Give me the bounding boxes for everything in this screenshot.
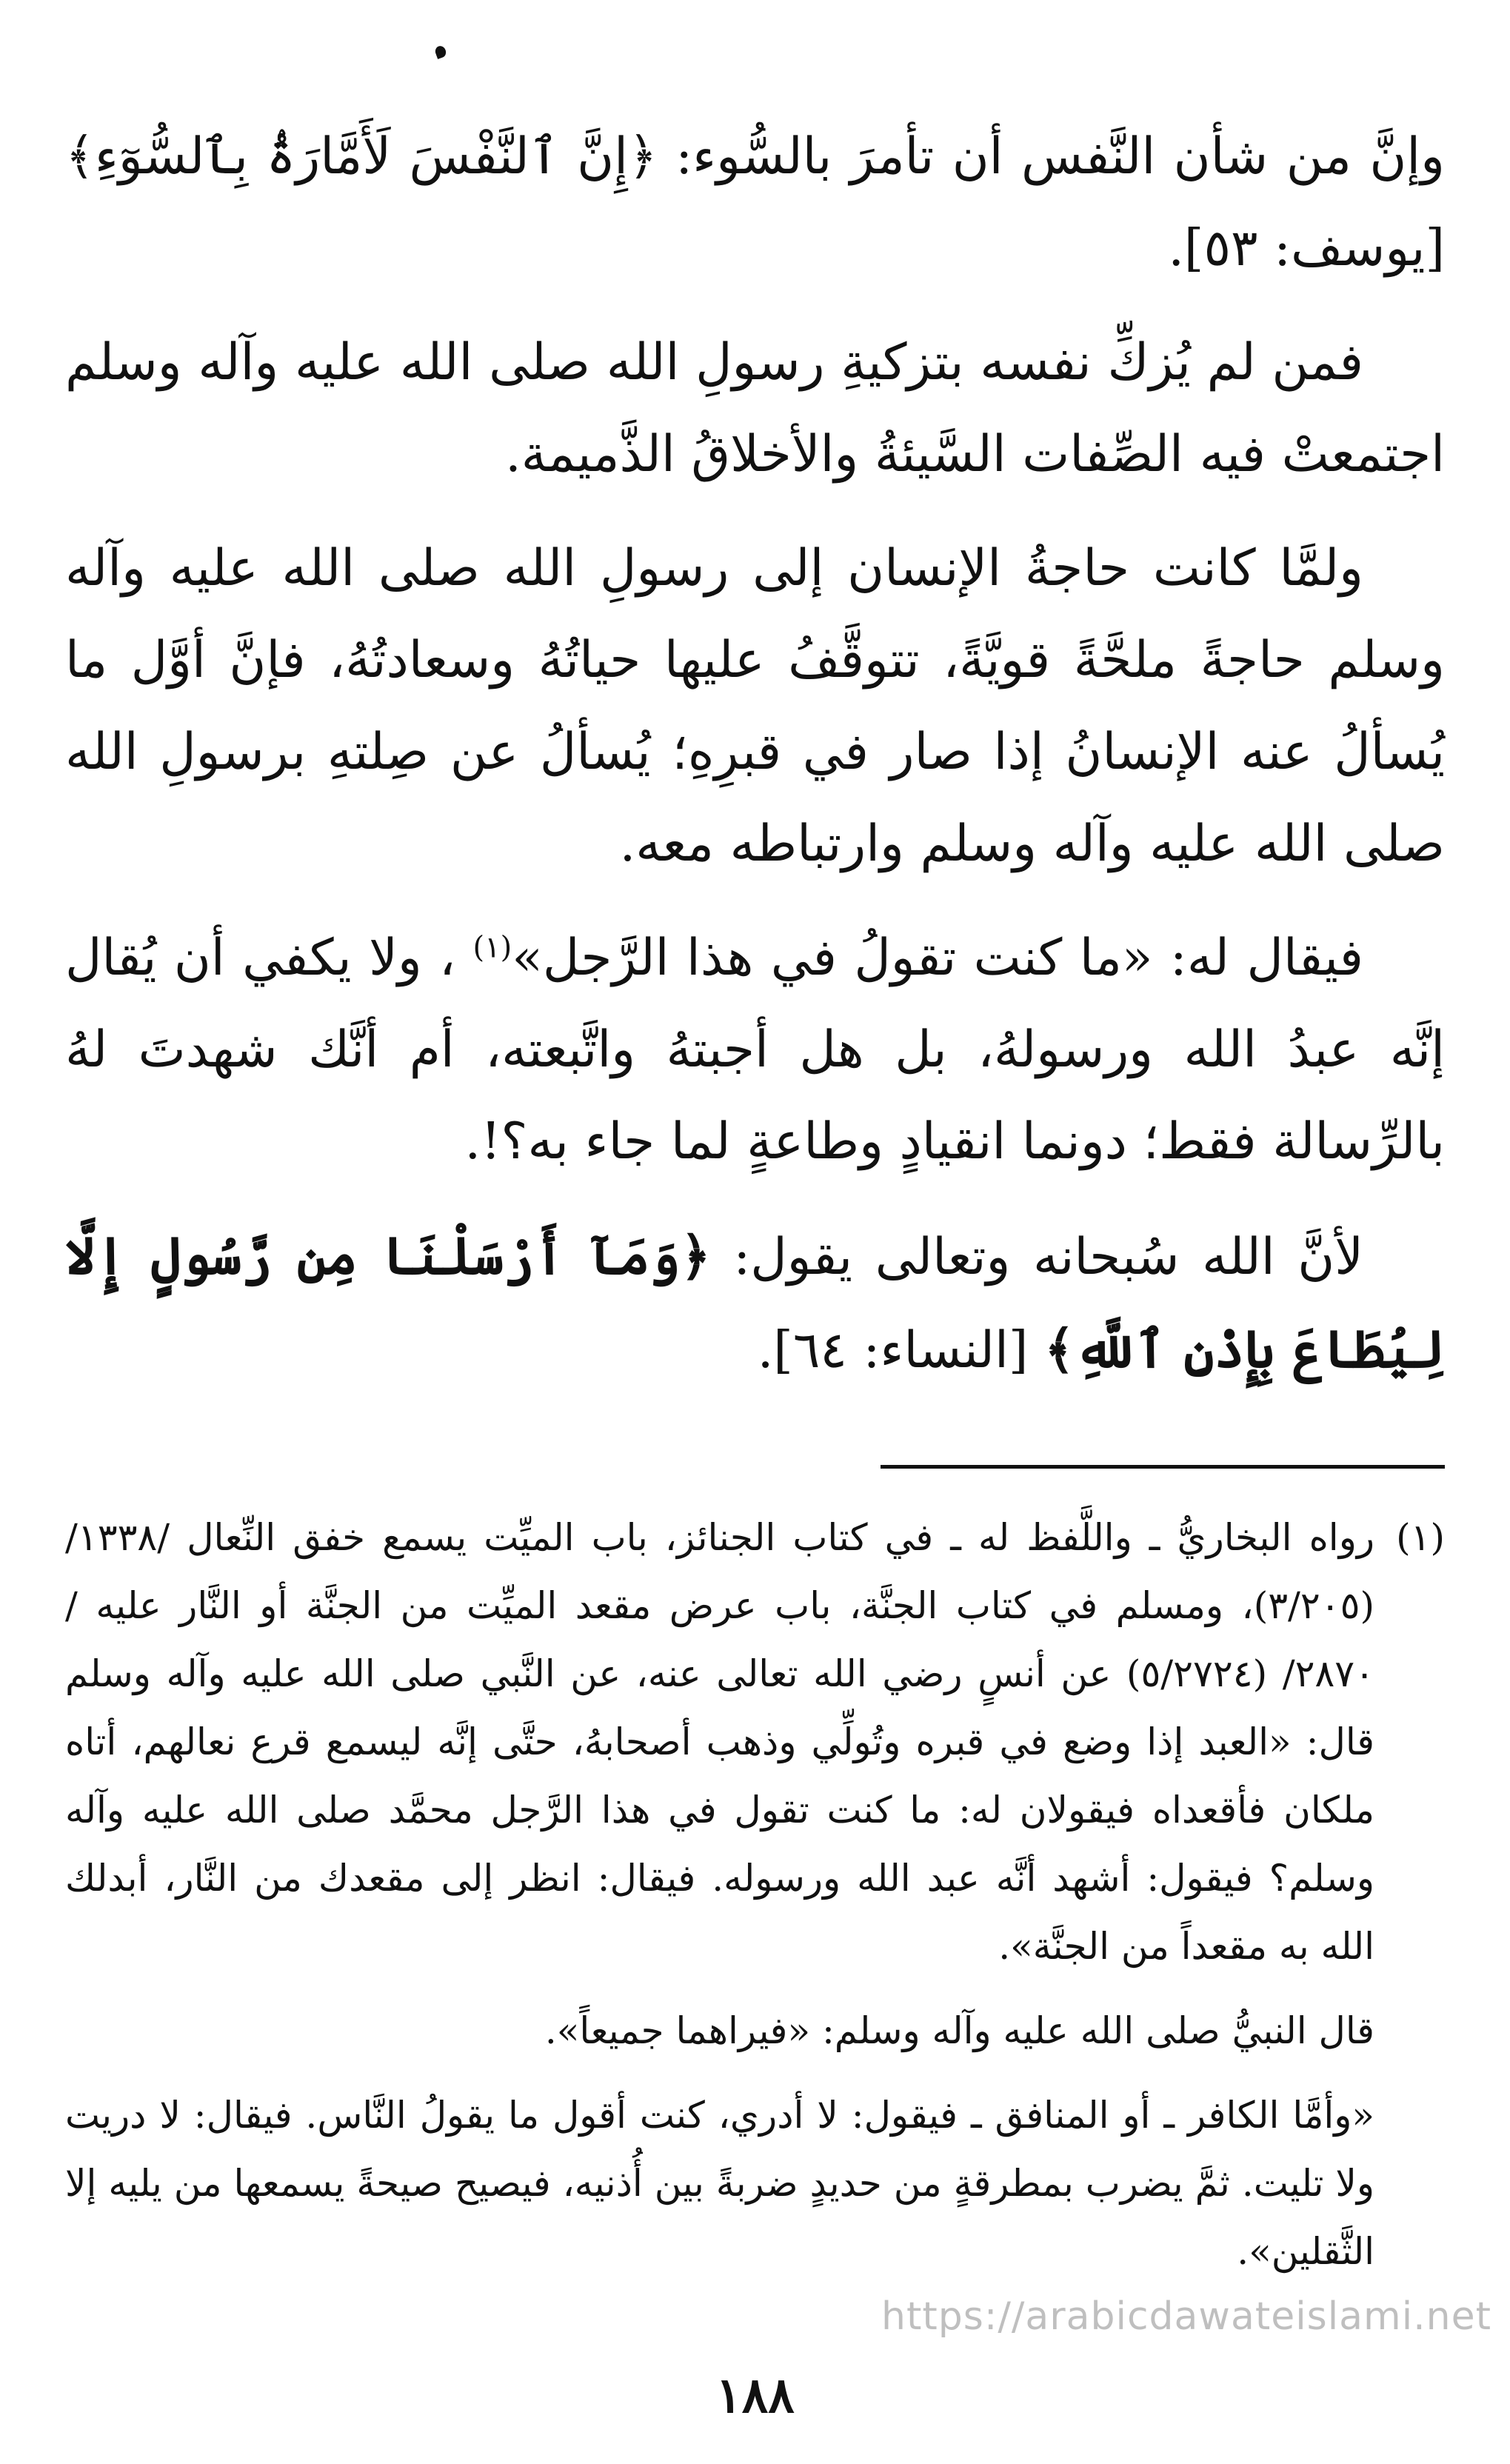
paragraph-2: فمن لم يُزكِّ نفسه بتزكيةِ رسولِ الله صلى الله عليه وآله وسلم اجتمعتْ فيه الصِّفات السَّيئةُ والأخلاقُ الذَّميمة. bbox=[65, 333, 1445, 484]
paragraph-4: فيقال له: «ما كنت تقولُ في هذا الرَّجل»$^{(١)}$ ، ولا يكفي أن يُقال إنَّه عبدُ الله ورسولهُ، بل هل أجبتهُ واتَّبعته، أم أنَّك شهدتَ لهُ بالرِّسالة فقط؛ دونما انقيادٍ وطاعةٍ لما جاء به؟!. bbox=[65, 929, 1446, 1171]
footnote-1-continuation: قال النبيُّ صلى الله عليه وآله وسلم: «فيراهما جميعاً». bbox=[544, 2009, 1374, 2052]
main-text bbox=[65, 111, 1445, 1419]
footnote-number: (١) bbox=[1396, 1516, 1445, 1559]
footnote-reference[interactable]: (١) bbox=[472, 930, 512, 965]
footnote-divider bbox=[881, 1465, 1445, 1469]
paragraph-1: وإنَّ من شأن النَّفس أن تأمرَ بالسُّوء: ﴿إِنَّ ٱلنَّفْسَ لَأَمَّارَةُۢ بِٱلسُّوٓءِ﴾ [يوسف: ٥٣]. bbox=[65, 127, 1445, 278]
paragraph-3: ولمَّا كانت حاجةُ الإنسان إلى رسولِ الله صلى الله عليه وآله وسلم حاجةً ملحَّةً قويَّةً، تتوقَّفُ عليها حياتُهُ وسعادتُهُ، فإنَّ أوَّل ما يُسألُ عنه الإنسانُ إذا صار في قبرِهِ؛ يُسألُ عن صِلتهِ برسولِ الله صلى الله عليه وآله وسلم وارتباطه معه. bbox=[65, 539, 1445, 873]
quran-verse: ﴿وَمَآ أَرْسَلْنَا مِن رَّسُولٍ إِلَّا لِيُطَاعَ بِإِذْنِ ٱللَّهِ﴾ bbox=[65, 1225, 1445, 1380]
watermark-url: https://arabicdawateislami.net bbox=[881, 2294, 1492, 2339]
footnotes bbox=[65, 1503, 1445, 2302]
footnote-1: (١)رواه البخاريُّ ـ واللَّفظ له ـ في كتاب الجنائز، باب الميِّت يسمع خفق النِّعال /١٣٣٨/ (٣/٢٠٥)، ومسلم في كتاب الجنَّة، باب عرض مقعد الميِّت من الجنَّة أو النَّار عليه /٢٨٧٠/ (٥/٢٧٢٤) عن أنسٍ رضي الله تعالى عنه، عن النَّبي صلى الله عليه وآله وسلم قال: «العبد إذا وضع في قبره وتُولِّي وذهب أصحابهُ، حتَّى إنَّه ليسمع قرع نعالهم، أتاه ملكان فأقعداه فيقولان له: ما كنت تقول في هذا الرَّجل محمَّد صلى الله عليه وآله وسلم؟ فيقول: أشهد أنَّه عبد الله ورسوله. فيقال: انظر إلى مقعدك من النَّار، أبدلك الله به مقعداً من الجنَّة». bbox=[65, 1503, 1445, 1980]
page-number: ١٨٨ bbox=[715, 2366, 795, 2424]
footnote-1-continuation-2: «وأمَّا الكافر ـ أو المنافق ـ فيقول: لا أدري، كنت أقول ما يقولُ النَّاس. فيقال: لا دريت ولا تليت. ثمَّ يضرب بمطرقةٍ من حديدٍ ضربةً بين أُذنيه، فيصيح صيحةً يسمعها من يليه إلا الثَّقلين». bbox=[65, 2094, 1374, 2273]
ink-mark bbox=[434, 44, 448, 59]
paragraph-5: لأنَّ الله سُبحانه وتعالى يقول: ﴿وَمَآ أَرْسَلْنَا مِن رَّسُولٍ إِلَّا لِيُطَاعَ بِإِذْنِ ٱللَّهِ﴾ [النساء: ٦٤]. bbox=[65, 1225, 1445, 1380]
